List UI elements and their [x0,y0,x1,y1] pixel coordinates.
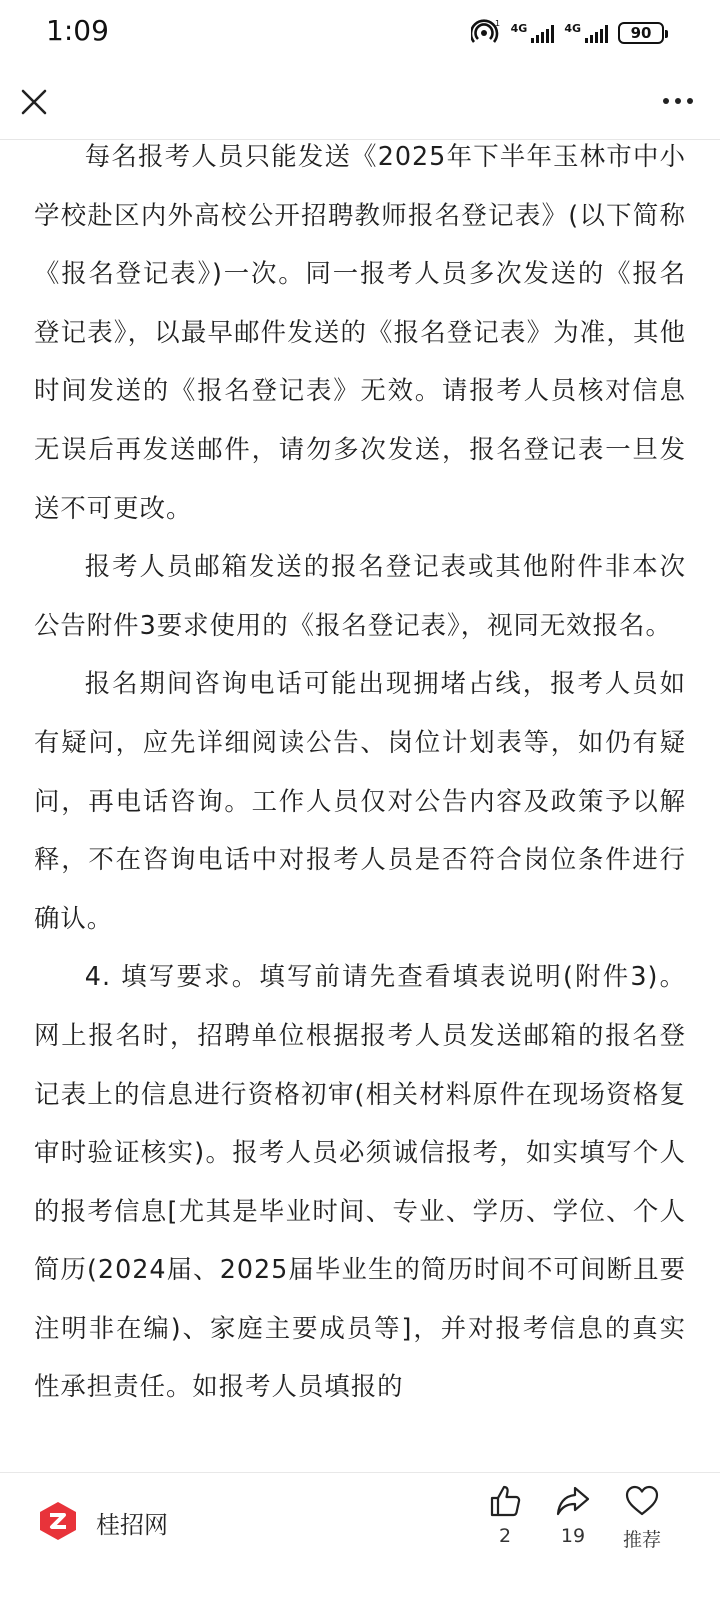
close-icon [16,84,52,120]
like-button[interactable] [470,1483,540,1547]
more-icon [663,98,693,104]
article-paragraph: 4. 填写要求。填写前请先查看填表说明(附件3)。网上报名时，招聘单位根据报考人员发送邮箱的报名登记表上的信息进行资格初审(相关材料原件在现场资格复审时验证核实)。报考人员必须诚信报考，如实填写个人的报考信息[尤其是毕业时间、专业、学历、学位、个人简历(2024届、2025届毕业生的简历时间不可间断且要注明非在编)、家庭主要成员等]，并对报考信息的真实性承担责任。如报考人员填报的 [34,961,686,1402]
heart-icon [624,1483,660,1519]
signal-icon [511,23,555,43]
network-type-label: 4G [510,22,528,35]
share-icon [555,1483,591,1519]
recommend-button[interactable] [607,1483,677,1552]
article-content [0,140,720,1472]
status-bar [0,0,720,64]
battery-icon [618,22,664,44]
share-button[interactable] [538,1483,608,1547]
svg-text:1: 1 [494,19,500,28]
share-count: 19 [560,1525,586,1547]
bottom-action-bar [0,1472,720,1600]
network-type-label: 4G [564,22,581,35]
like-count: 2 [498,1525,512,1547]
source-logo-icon[interactable] [38,1501,78,1541]
thumbs-up-icon [487,1483,523,1519]
article-paragraph: 报考人员邮箱发送的报名登记表或其他附件非本次公告附件3要求使用的《报名登记表》，视同无效报名。 [34,551,686,640]
hotspot-icon [471,18,501,48]
article-paragraph: 每名报考人员只能发送《2025年下半年玉林市中小学校赴区内外高校公开招聘教师报名登记表》(以下简称《报名登记表》)一次。同一报考人员多次发送的《报名登记表》，以最早邮件发送的《报名登记表》为准，其他时间发送的《报名登记表》无效。请报考人员核对信息无误后再发送邮件，请勿多次发送，报名登记表一旦发送不可更改。 [34,141,686,523]
battery-level: 90 [630,24,652,42]
status-icons [471,18,664,48]
article-paragraph: 报名期间咨询电话可能出现拥堵占线，报考人员如有疑问，应先详细阅读公告、岗位计划表等，如仍有疑问，再电话咨询。工作人员仅对公告内容及政策予以解释，不在咨询电话中对报考人员是否符合岗位条件进行确认。 [34,668,686,933]
recommend-label: 推荐 [622,1529,661,1551]
source-name[interactable]: 桂招网 [96,1511,168,1539]
signal-icon [564,23,608,43]
more-options-button[interactable] [658,86,698,116]
status-time: 1:09 [46,14,109,47]
close-button[interactable] [16,84,52,120]
app-header [0,64,720,140]
